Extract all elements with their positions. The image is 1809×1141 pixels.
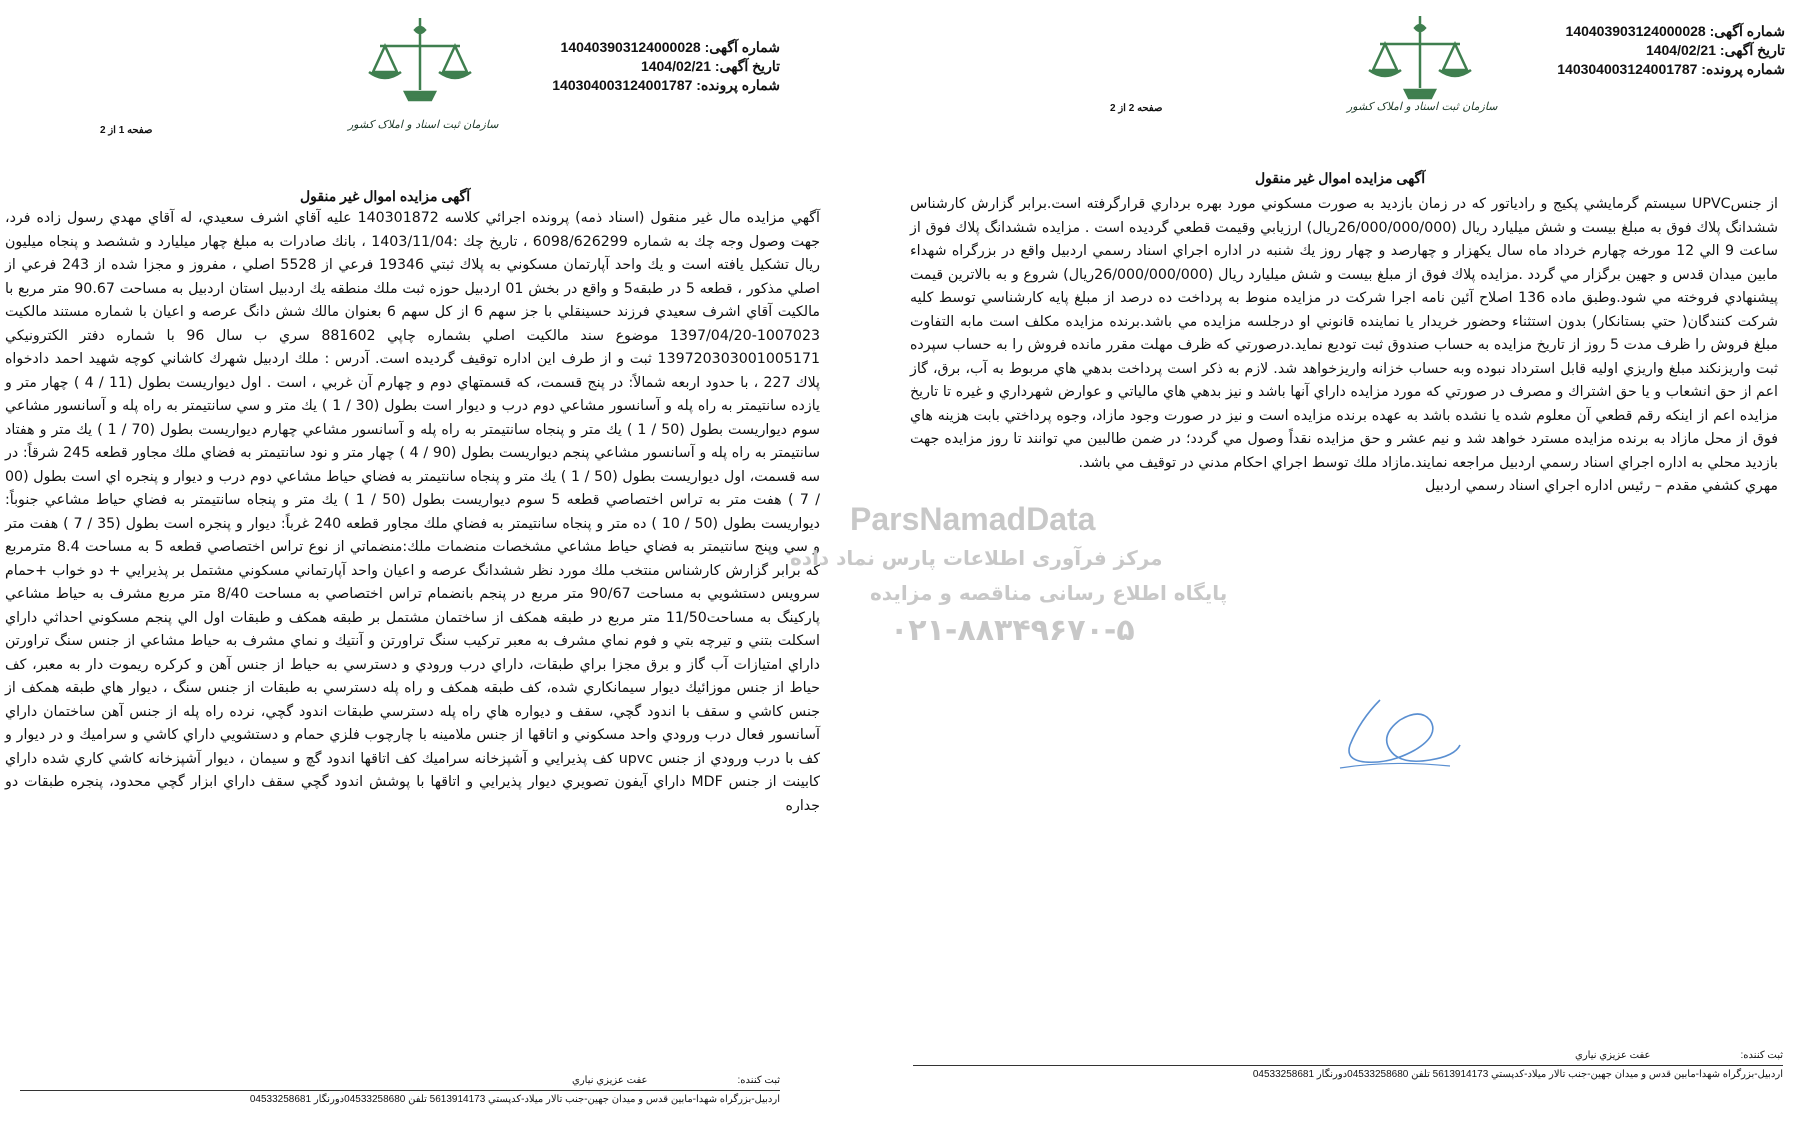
signature-image xyxy=(1320,690,1470,780)
page-footer xyxy=(20,1075,780,1105)
notice-body xyxy=(5,207,820,818)
notice-page-1 xyxy=(0,0,880,1141)
notice-number: شماره آگهی: 140403903124000028 xyxy=(1565,23,1785,39)
notice-date: تاریخ آگهی: 1404/02/21 xyxy=(1645,42,1785,58)
submitter-name: عفت عزيزي نياري xyxy=(572,1075,648,1086)
notice-date: تاریخ آگهی: 1404/02/21 xyxy=(640,58,780,74)
submitter-label: ثبت كننده: xyxy=(1740,1050,1783,1061)
office-address: اردبيل-بزرگراه شهدا-مابين قدس و ميدان جهين-جنب تالار ميلاد-كدپستي 5613914173 تلفن 04533258680دورنگار 04533258681 xyxy=(1252,1069,1783,1080)
submitter-label: ثبت كننده: xyxy=(737,1075,780,1086)
notice-body-text: از جنسUPVC سيستم گرمايشي پكيج و رادياتور كه در زمان بازديد به صورت مسكوني مورد بهره برداري قرارگرفته است.برابر گزارش كارشناس ششدانگ پلاك فوق به مبلغ بيست و شش ميليارد ريال (26/000/000/000ريال) ارزيابي وقيمت قطعي گرديده است . مزايده ششدانگ پلاك فوق از ساعت 9 الي 12 مورخه چهارم خرداد ماه سال يكهزار و چهارصد و چهار روز يك شنبه در اداره اجراي اسناد رسمي اردبيل واقع در بزرگراه شهداء مابين ميدان قدس و جهين برگزار مي گردد .مزايده پلاك فوق از مبلغ بيست و شش ميليارد ريال (26/000/000/000ريال) شروع و به بالاترين قيمت پيشنهادي فروخته مي شود.وطبق ماده 136 اصلاح آئين نامه اجرا شركت در مزايده منوط به پرداخت ده درصد از مبلغ پايه كارشناسي توسط كليه شركت كنندگان( حتي بستانكار) بدون استثناء وحضور خريدار يا نماينده قانوني او درجلسه مزايده مي باشد.برنده مزايده مكلف است مابه التفاوت مبلغ فروش را ظرف مدت 5 روز از تاريخ مزايده به حساب صندوق ثبت توديع نمايد.درصورتي كه ظرف مهلت مقرر مانده فروش را به حساب سپرده ثبت واريزنكند مبلغ واريزي اوليه قابل استرداد نبوده وبه حساب خزانه واريزخواهد شد. لازم به ذكر است پرداخت بدهي هاي مربوط به آب، برق، گاز اعم از حق انشعاب و يا حق اشتراك و مصرف در صورتي كه مورد مزايده داراي آنها باشد و نيز بدهي هاي مالياتي و عوارض شهرداري و غيره تا تاريخ مزايده اعم از اينكه رقم قطعي آن معلوم شده يا نشده باشد به عهده برنده مزايده است و نيز در صورت وجود مازاد، وجوه پرداختي بابت هزينه هاي فوق از محل مازاد به برنده مزايده مسترد خواهد شد و نيم عشر و حق مزايده نقداً وصول مي گردد؛ در ضمن طالبين مي توانند تا روز مزايده جهت بازديد محلي به اداره اجراي اسناد رسمي اردبيل مراجعه نمايند.مازاد ملك توسط اجراي احكام مدني در توقيف مي باشد. xyxy=(910,196,1779,471)
notice-title: آگهی مزایده اموال غیر منقول xyxy=(300,188,471,204)
notice-body-text: آگهي مزايده مال غير منقول (اسناد ذمه) پرونده اجرائي كلاسه 140301872 عليه آقاي اشرف سعيدي، له آقاي مهدي رسول زاده فرد، جهت وصول وجه چك به شماره 6098/626299 ، تاريخ چك :1403/11/04 ، بانك صادرات به مبلغ چهار ميليارد و ششصد و پنجاه ميليون ريال تشكيل يافته است و يك واحد آپارتمان مسكوني به پلاك ثبتي 19346 فرعي از 5528 اصلي ، مفروز و مجزا شده از 243 فرعي از اصلي مذكور ، قطعه 5 در طبقه5 و واقع در بخش 01 اردبيل حوزه ثبت ملك منطقه يك اردبيل استان اردبيل به مساحت 90.67 متر مربع با مالكيت آقاي اشرف سعيدي فرزند حسينقلي با جز سهم 6 از كل سهم 6 بعنوان مالك شش دانگ عرصه و اعيان با شماره مستند مالكيت 1007023-1397/04/20 موضوع سند مالكيت اصلي بشماره چاپي 881602 سري ب سال 96 با شماره دفتر الكترونيكي 139720303001005171 ثبت و از طرف اين اداره توقيف گرديده است. آدرس : ملك اردبيل شهرك كاشاني كوچه شهيد احمد دادخواه پلاك 227 ، با حدود اربعه شمالاً: در پنج قسمت، كه قسمتهاي دوم و چهارم آن غربي ، است . اول ديواريست بطول (11 / 4 ) چهار متر و يازده سانتيمتر به راه پله و آسانسور مشاعي دوم درب و ديوار است بطول (30 / 1 ) يك متر و سي سانتيمتر به راه پله و آسانسور مشاعي سوم ديواريست بطول (50 / 1 ) يك متر و پنجاه سانتيمتر به راه پله و آسانسور مشاعي چهارم ديواريست بطول (70 / 1 ) يك متر و هفتاد سانتيمتر به راه پله و آسانسور مشاعي پنجم ديواريست بطول (90 / 4 ) چهار متر و نود سانتيمتر به فضاي ملك مجاور قطعه 245 شرقاً: در سه قسمت، اول ديواريست بطول (50 / 1 ) يك متر و پنجاه سانتيمتر به فضاي حياط مشاعي دوم درب و ديوار و پنجره اي است بطول (00 / 7 ) هفت متر به تراس اختصاصي قطعه 5 سوم ديواريست بطول (50 / 1 ) يك متر و پنجاه سانتيمتر به فضاي حياط مشاعي جنوباً: ديواريست بطول (50 / 10 ) ده متر و پنجاه سانتيمتر به فضاي ملك مجاور قطعه 240 غرباً: ديوار و پنجره است بطول (35 / 7 ) هفت متر و سي وپنج سانتيمتر به فضاي حياط مشاعي مشخصات منضمات ملك:منضماتي از نوع تراس اختصاصي قطعه 5 به مساحت 8.4 مترمربع كه برابر گزارش كارشناس منتخب ملك مورد نظر ششدانگ عرصه و اعيان واحد آپارتماني مسكوني مشتمل بر پذيرايي + دو خواب +حمام سرويس دستشويي به مساحت 90/67 متر مربع در پنجم بانضمام تراس اختصاصي به مساحت 8/40 متر مربع مشرف به حياط مشاعي پاركينگ به مساحت11/50 متر مربع در طبقه همكف از ساختمان مشتمل بر طبقه همكف و طبقات اول الي پنجم مسكوني احداثي داراي اسكلت بتني و تيرچه بتي و فوم نماي مشرف به معبر تركيب سنگ تراورتن و آنتيك و نماي مشرف به حياط مشاعي از جنس سنگ تراورتن داراي امتيازات آب گاز و برق مجزا براي طبقات، داراي درب ورودي و دسترسي به حياط از جنس آهن و كركره ريموت دار به معبر، كف حياط از جنس موزائيك ديوار سيمانكاري شده، كف طبقه همكف و راه پله دسترسي به طبقات از جنس سنگ ، ديوار هاي طبقه همكف از جنس كاشي و سقف با اندود گچي، سقف و ديواره هاي راه پله دسترسي طبقات اندود گچي، نرده راه پله از جنس آهن ساختمان داراي آسانسور فعال درب ورودي واحد مسكوني و اتاقها از جنس ملامينه با چارچوب فلزي حمام و دستشويي داراي كاشي و سراميك و در ديوار و كف با درب ورودي از جنس upvc كف پذيرايي و آشپزخانه سراميك كف اتاقها اندود گچ و سيمان ، ديوار آشپزخانه كاشي كاري شده داراي كابينت از جنس MDF داراي آيفون تصويري ديوار پذيرايي و اتاقها با پوشش اندود گچي سقف داراي ابزار گچي محدود، پنجره طبقات دو جداره xyxy=(5,210,821,814)
page-header xyxy=(905,0,1785,186)
page-footer xyxy=(913,1050,1783,1080)
watermark-line2: پایگاه اطلاع رسانی مناقصه و مزایده xyxy=(870,581,1228,605)
page-number: صفحه 1 از 2 xyxy=(100,125,153,136)
submitter-row xyxy=(913,1050,1783,1061)
page-number: صفحه 2 از 2 xyxy=(1110,103,1163,114)
watermark-line1: مرکز فرآوری اطلاعات پارس نماد داده xyxy=(790,546,1163,570)
case-number: شماره پرونده: 140304003124001787 xyxy=(552,77,780,93)
submitter-name: عفت عزيزي نياري xyxy=(1575,1050,1651,1061)
notice-closing: مهري كشفي مقدم – رئيس اداره اجراي اسناد رسمي اردبيل xyxy=(1424,478,1778,494)
organization-name: سازمان ثبت اسناد و املاک کشور xyxy=(348,118,499,131)
footer-divider xyxy=(20,1090,780,1091)
notice-title: آگهی مزایده اموال غیر منقول xyxy=(1255,170,1426,186)
page-header xyxy=(0,0,880,204)
watermark-brand: ParsNamadData xyxy=(850,501,1096,537)
judiciary-emblem-icon xyxy=(345,10,495,130)
notice-number: شماره آگهی: 140403903124000028 xyxy=(560,39,780,55)
submitter-row xyxy=(20,1075,780,1086)
footer-divider xyxy=(913,1065,1783,1066)
office-address: اردبيل-بزرگراه شهدا-مابين قدس و ميدان جهين-جنب تالار ميلاد-كدپستي 5613914173 تلفن 04533258680دورنگار 04533258681 xyxy=(249,1094,780,1105)
watermark-phone: ۰۲۱-۸۸۳۴۹۶۷۰-۵ xyxy=(890,613,1135,648)
notice-page-2 xyxy=(905,0,1785,1141)
notice-meta xyxy=(552,38,780,95)
case-number: شماره پرونده: 140304003124001787 xyxy=(1557,61,1785,77)
organization-name: سازمان ثبت اسناد و املاک کشور xyxy=(1347,100,1498,113)
notice-body xyxy=(910,193,1778,499)
notice-meta xyxy=(1557,22,1785,79)
